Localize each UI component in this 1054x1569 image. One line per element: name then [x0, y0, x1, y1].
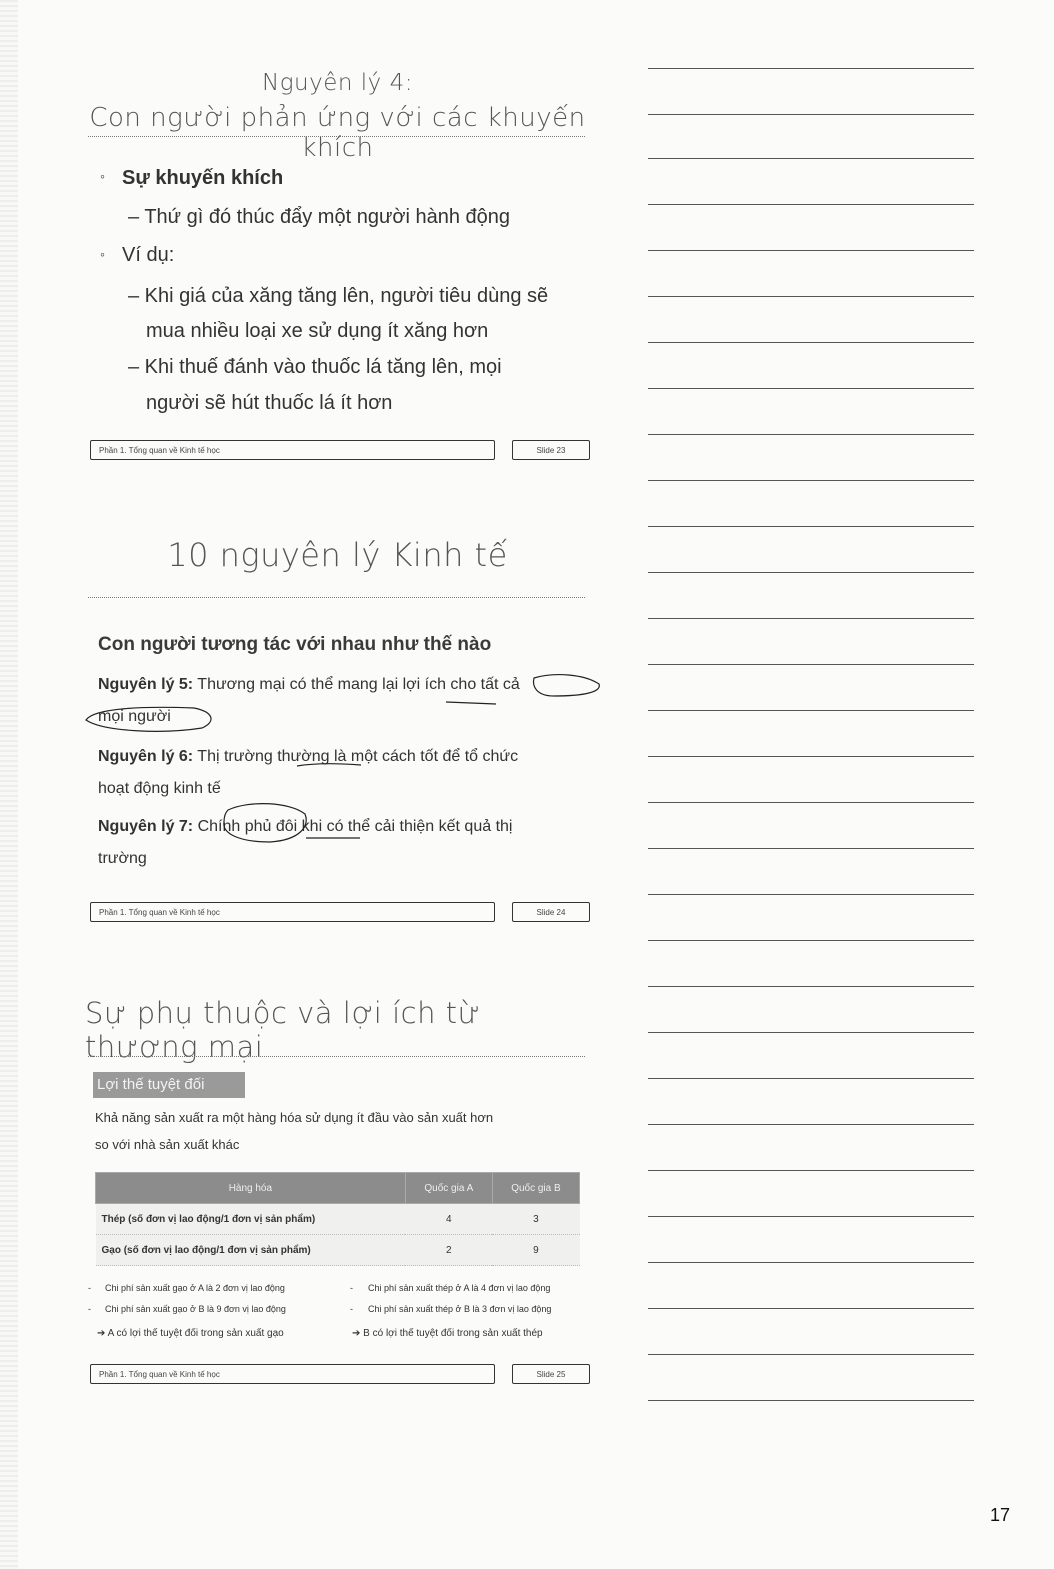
column-header: Quốc gia B — [492, 1173, 579, 1204]
footer-slide-number: Slide 24 — [512, 902, 590, 922]
note-conclusion: ➔ A có lợi thế tuyệt đối trong sản xuất gạo — [97, 1328, 284, 1339]
table-cell: 2 — [405, 1235, 492, 1266]
scan-edge — [0, 0, 18, 1569]
principle-text: Chính phủ đôi khi có thể cải thiện kết quả thị — [197, 818, 513, 835]
footer-slide-number: Slide 23 — [512, 440, 590, 460]
footer-slide-number: Slide 25 — [512, 1364, 590, 1384]
table-header-row — [96, 1173, 580, 1204]
sub-text: – Thứ gì đó thúc đẩy một người hành động — [128, 206, 510, 228]
handwritten-circle-marks — [210, 800, 380, 850]
note-line — [648, 986, 974, 987]
principle-5-line2: mọi người — [98, 708, 171, 725]
note-text: Chi phí sản xuất gạo ở A là 2 đơn vị lao động — [105, 1283, 285, 1293]
note-line — [648, 250, 974, 251]
note-line — [648, 664, 974, 665]
principle-7-line2: trường — [98, 850, 147, 867]
note-line — [648, 1078, 974, 1079]
principle-label: Nguyên lý 5: — [98, 676, 194, 693]
definition-text: Khả năng sản xuất ra một hàng hóa sử dụng ít đầu vào sản xuất hơn — [95, 1110, 494, 1125]
note-bullet-icon: - — [88, 1304, 91, 1314]
note-line — [648, 848, 974, 849]
note-text: Chi phí sản xuất thép ở B là 3 đơn vị lao động — [368, 1304, 552, 1314]
page-number: 17 — [990, 1505, 1011, 1525]
note-line — [648, 756, 974, 757]
principle-label: Nguyên lý 7: — [98, 818, 194, 835]
title-rule — [88, 1056, 585, 1057]
note-line — [648, 618, 974, 619]
note-line — [648, 940, 974, 941]
note-line — [648, 1308, 974, 1309]
note-line — [648, 1032, 974, 1033]
note-line — [648, 1124, 974, 1125]
footer-section-label: Phần 1. Tổng quan về Kinh tế học — [90, 1364, 495, 1384]
table-row — [96, 1235, 580, 1266]
note-line — [648, 802, 974, 803]
title-rule — [88, 136, 585, 137]
slide-title-line2: Con người phản ứng với các khuyến khích — [89, 103, 586, 163]
note-line — [648, 1170, 974, 1171]
table-row — [96, 1204, 580, 1235]
principle-6-line2: hoạt động kinh tế — [98, 780, 221, 797]
principle-label: Nguyên lý 6: — [98, 748, 194, 765]
table-cell: 3 — [492, 1204, 579, 1235]
slide-footer — [90, 1364, 590, 1386]
note-line — [648, 710, 974, 711]
note-bullet-icon: - — [350, 1304, 353, 1314]
note-line — [648, 68, 974, 69]
note-text: Chi phí sản xuất gạo ở B là 9 đơn vị lao động — [105, 1304, 286, 1314]
note-line — [648, 480, 974, 481]
slide-footer — [90, 440, 590, 462]
slide-title: Sự phụ thuộc và lợi ích từ thương mại — [85, 996, 481, 1064]
table-cell: 4 — [405, 1204, 492, 1235]
note-line — [648, 342, 974, 343]
handwritten-underline-mark — [295, 760, 365, 772]
note-line — [648, 1354, 974, 1355]
slide-footer — [90, 902, 590, 924]
bullet-text: Sự khuyến khích — [122, 167, 284, 189]
column-header: Hàng hóa — [96, 1173, 406, 1204]
note-bullet-icon: - — [88, 1283, 91, 1293]
column-header: Quốc gia A — [405, 1173, 492, 1204]
note-line — [648, 204, 974, 205]
definition-text: so với nhà sản xuất khác — [95, 1137, 240, 1152]
note-line — [648, 1262, 974, 1263]
sub-text: mua nhiều loại xe sử dụng ít xăng hơn — [146, 320, 489, 342]
note-line — [648, 572, 974, 573]
table-cell: Thép (số đơn vị lao động/1 đơn vị sản phẩm) — [96, 1204, 406, 1235]
concept-badge: Lợi thế tuyệt đối — [93, 1072, 245, 1098]
note-line — [648, 434, 974, 435]
table-cell: Gạo (số đơn vị lao động/1 đơn vị sản phẩm) — [96, 1235, 406, 1266]
sub-text: – Khi giá của xăng tăng lên, người tiêu dùng sẽ — [128, 285, 549, 307]
bullet-icon: ◦ — [100, 168, 105, 184]
table-cell: 9 — [492, 1235, 579, 1266]
note-line — [648, 114, 974, 115]
note-line — [648, 388, 974, 389]
sub-text: người sẽ hút thuốc lá ít hơn — [146, 392, 393, 414]
note-bullet-icon: - — [350, 1283, 353, 1293]
note-conclusion: ➔ B có lợi thế tuyệt đối trong sản xuất thép — [352, 1328, 543, 1339]
note-line — [648, 526, 974, 527]
note-line — [648, 158, 974, 159]
footer-section-label: Phần 1. Tổng quan về Kinh tế học — [90, 902, 495, 922]
slide-title-line1: Nguyên lý 4: — [262, 70, 413, 96]
note-line — [648, 296, 974, 297]
note-line — [648, 1216, 974, 1217]
note-line — [648, 894, 974, 895]
note-line — [648, 1400, 974, 1401]
handwritten-circle-marks — [84, 672, 604, 742]
sub-text: – Khi thuế đánh vào thuốc lá tăng lên, mọi — [128, 356, 502, 378]
comparison-table — [95, 1172, 580, 1266]
slide-title: 10 nguyên lý Kinh tế — [167, 536, 508, 574]
footer-section-label: Phần 1. Tổng quan về Kinh tế học — [90, 440, 495, 460]
principle-text: Thương mại có thể mang lại lợi ích cho tất cả — [197, 676, 520, 693]
title-rule — [88, 597, 585, 598]
bullet-icon: ◦ — [100, 246, 105, 262]
principle-text: Thị trường thường là một cách tốt để tổ chức — [197, 748, 519, 765]
bullet-text: Ví dụ: — [122, 244, 175, 266]
section-heading: Con người tương tác với nhau như thế nào — [98, 634, 492, 655]
note-text: Chi phí sản xuất thép ở A là 4 đơn vị lao động — [368, 1283, 551, 1293]
